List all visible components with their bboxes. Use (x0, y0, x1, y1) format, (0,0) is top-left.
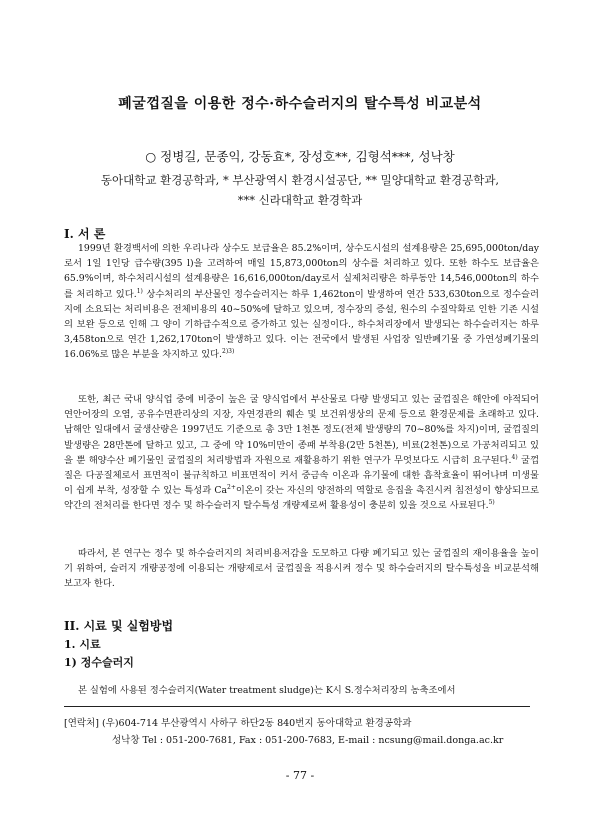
subsection-samples: 1. 시료 (64, 638, 101, 651)
affiliation-line-1: 동아대학교 환경공학과, * 부산광역시 환경시설공단, ** 밀양대학교 환경공학과, (100, 173, 500, 187)
contact-block (64, 715, 539, 749)
section-1-heading: I. 서 론 (64, 227, 106, 241)
intro-p2-ion-charge: 2+ (227, 484, 236, 492)
intro-p1-text-a: 1999년 환경백서에 의한 우리나라 상수도 보급율은 85.2%이며, 상수도시설의 설계용량은 25,695,000ton/day로서 1일 1인당 급수량(395 l)을 고려하여 매일 15,873,000ton의 상수를 처리하고 있다. 또한 하수도 보급율은 65.9%이며, 하수처리시설의 설계용량은 16,616,000ton/day로서 실제처리량은 하루동안 14,546,000ton의 하수를 처리하고 있다. (64, 243, 539, 300)
contact-phone-email: 성낙창 Tel : 051-200-7681, Fax : 051-200-7683, E-mail : ncsung@mail.donga.ac.kr (112, 735, 504, 746)
section-2-heading: II. 시료 및 실험방법 (64, 619, 174, 633)
intro-p1-ref-2: 2)3) (222, 348, 235, 356)
affiliation-line-2: *** 신라대학교 환경학과 (237, 193, 363, 207)
intro-p2-ref-1: 4) (511, 453, 518, 461)
methods-paragraph: 본 실험에 사용된 정수슬러지(Water treatment sludge)는 K시 S.정수처리장의 농축조에서 (78, 685, 456, 696)
intro-p2-text-a: 또한, 최근 국내 양식업 중에 비중이 높은 굴 양식업에서 부산물로 다량 발생되고 있는 굴껍질은 해안에 야적되어 연안어장의 오염, 공유수면관리상의 지장, 자연경관의 훼손 및 보건위생상의 문제 등으로 환경문제를 초래하고 있다. 남해안 일대에서 굴생산량은 1997년도 기준으로 총 3만 1천톤 정도(전체 발생량의 70~80%를 차지)이며, 굴껍질의 발생량은 28만톤에 달하고 있고, 그 중에 약 10%미만이 종패 부착용(2만 5천톤), 비료(2천톤)으로 가공처리되고 있을 뿐 해양수산 폐기물인 굴껍질의 처리방법과 자원으로 재활용하기 위한 연구가 무엇보다도 시급히 요구된다. (64, 394, 539, 466)
paper-title: 폐굴껍질을 이용한 정수·하수슬러지의 탈수특성 비교분석 (118, 96, 482, 112)
intro-p2-text-c: 이온이 갖는 자신의 양전하의 역할로 응집을 촉진시켜 침전성이 향상되므로 약간의 전처리를 한다면 정수 및 하수슬러지 탈수특성 개량제로써 활용성이 충분히 있을 것으로 사료된다. (64, 485, 540, 512)
footnote-divider (64, 706, 530, 707)
intro-paragraph-1 (64, 241, 539, 363)
intro-p2-ref-2: 5) (488, 499, 495, 507)
subsection-water-sludge: 1) 정수슬러지 (64, 656, 134, 669)
page-number: - 77 - (285, 769, 315, 782)
intro-paragraph-3: 따라서, 본 연구는 정수 및 하수슬러지의 처리비용저감을 도모하고 다량 폐기되고 있는 굴껍질의 재이용율을 높이기 위하여, 슬러지 개량공정에 이용되는 개량제로서 굴껍질을 적용시켜 정수 및 하수슬러지의 탈수특성을 비교분석해 보고자 한다. (64, 548, 539, 590)
intro-p1-ref-1: 1) (136, 287, 143, 295)
intro-p2-text-b: 굴껍질은 다공질체로서 표면적이 불규칙하고 비표면적이 커서 중금속 이온과 유기물에 대한 흡착효율이 뛰어나며 미생물이 쉽게 부착, 성장할 수 있는 특성과 Ca (64, 454, 539, 497)
intro-paragraph-2 (64, 392, 539, 514)
author-list: ○ 정병길, 문종익, 강동효*, 장성호**, 김형석***, 성낙창 (145, 149, 455, 164)
intro-p1-text-b: 상수처리의 부산물인 정수슬러지는 하루 1,462ton이 발생하여 연간 533,630ton으로 정수슬러지에 소요되는 처리비용은 전체비용의 40~50%에 달하고 있으며, 정수장의 증설, 원수의 수질악화로 인한 기존 시설의 보완 등으로 인해 그 양이 기하급수적으로 증가하고 있는 실정이다., 하수처리장에서 발생되는 하수슬러지는 하루 3,458ton으로 연간 1,262,170ton이 발생하고 있다. 이는 전국에서 발생된 사업장 일반폐기물 중 가연성폐기물의 16.06%로 많은 부분을 차지하고 있다. (64, 288, 539, 361)
contact-address: [연락처] (우)604-714 부산광역시 사하구 하단2동 840번지 동아대학교 환경공학과 (64, 718, 412, 729)
